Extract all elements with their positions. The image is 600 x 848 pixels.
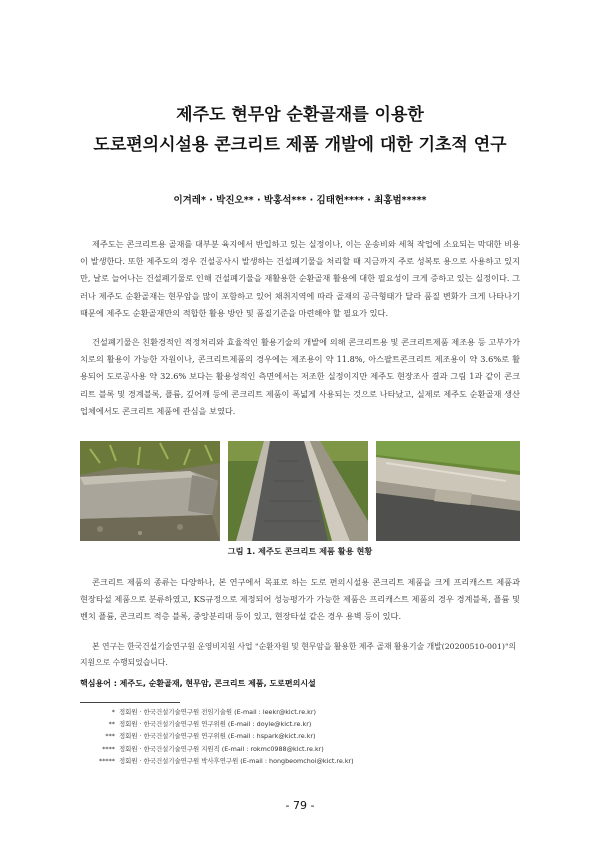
paragraph-1: 제주도는 콘크리트용 골재를 대부분 육지에서 반입하고 있는 실정이나, 이는 운송비와 세척 작업에 소요되는 막대한 비용이 발생한다. 또한 제주도의 경우 건설공사시 발생하는 건설폐기물을 처리할 때 지금까지 주로 성복토 용으로 사용하고 있지만, 날로 늘어나는 건설폐기물로 인해 건설폐기물을 재활용한 순환골재 활용에 대한 필요성이 크게 증하고 있는 실정이다. 그러나 제주도 순환골재는 현무암을 많이 포함하고 있어 채취지역에 따라 골재의 공극형태가 달라 품질 변화가 크게 나타나기 때문에 제주도 순환골재만의 적합한 활용 방안 및 품질기준을 마련해야 할 필요가 있다. bbox=[80, 239, 520, 318]
figure-1 bbox=[80, 441, 520, 541]
figure-caption: 그림 1. 제주도 콘크리트 제품 활용 현황 bbox=[227, 546, 373, 556]
page-number: - 79 - bbox=[285, 799, 315, 812]
footnote-item bbox=[80, 730, 520, 742]
title-line-2: 도로편의시설용 콘크리트 제품 개발에 대한 기초적 연구 bbox=[93, 135, 507, 155]
paragraph-3: 콘크리트 제품의 종류는 다양하나, 본 연구에서 목표로 하는 도로 편의시설용 콘크리트 제품을 크게 프리캐스트 제품과 현장타설 제품으로 분류하였고, KS규정으로 제정되어 성능평가가 가능한 제품은 프리캐스트 제품의 경우 경계블록, 플륨 및 벤치 플륨, 콘크리트 적층 블록, 중앙분리대 등이 있고, 현장타설 같은 경우 용벽 등이 있다. bbox=[80, 577, 520, 622]
footnote-text: 정회원 · 한국건설기술연구원 연구위원 (E-mail : doyle@kict.re.kr) bbox=[119, 720, 312, 729]
footnote-mark: ***** bbox=[99, 756, 115, 765]
photo-road-curb-channel bbox=[228, 441, 368, 541]
footnote-mark: *** bbox=[105, 732, 115, 741]
footnote-mark: **** bbox=[102, 744, 115, 753]
photo-concrete-block bbox=[80, 441, 220, 541]
footnote-divider bbox=[80, 702, 180, 703]
acknowledgement: 본 연구는 한국건설기술연구원 운영비지원 사업 "순환자원 및 현무암을 활용한 제주 골재 활용기술 개발(20200510-001)"의 지원으로 수행되었습니다. bbox=[80, 642, 517, 667]
paper-title bbox=[0, 100, 600, 160]
footnote-text: 정회원 · 한국건설기술연구원 박사후연구원 (E-mail : hongbeomchoi@kict.re.kr) bbox=[119, 756, 354, 765]
footnote-item bbox=[80, 706, 520, 718]
paragraph-2: 건설폐기물은 친환경적인 적정처리와 효율적인 활용기술의 개발에 의해 콘크리트용 및 콘크리트제품 제조용 등 고부가가치로의 활용이 가능한 자원이나, 콘크리트제품의 경우에는 제조용이 약 11.8%, 아스팔트콘크리트 제조용이 약 3.6%로 활용되어 도로공사용 약 32.6% 보다는 활용성적인 측면에서는 저조한 실정이지만 제주도 현장조사 결과 그림 1과 같이 콘크리트 블록 및 경계블록, 플륨, 깊어깨 등에 콘크리트 제품이 폭넓게 사용되는 것으로 나타났고, 실제로 제주도 순환골재 생산 업체에서도 콘크리트 제품에 관심을 보였다. bbox=[80, 337, 520, 416]
photo-concrete-flume bbox=[376, 441, 520, 541]
footnote-item bbox=[80, 755, 520, 767]
keywords: 핵심용어 : 제주도, 순환골재, 현무암, 콘크리트 제품, 도로편의시설 bbox=[80, 679, 316, 688]
footnote-text: 정회원 · 한국건설기술연구원 연구위원 (E-mail : hspark@kict.re.kr) bbox=[119, 732, 316, 741]
footnote-item bbox=[80, 743, 520, 755]
footnote-mark: * bbox=[111, 708, 115, 716]
footnote-item bbox=[80, 718, 520, 730]
footnote-list bbox=[80, 706, 520, 767]
footnote-mark: ** bbox=[108, 720, 115, 729]
footnote-text: 정회원 · 한국건설기술연구원 지원직 (E-mail : rokmc0988@kict.re.kr) bbox=[119, 744, 324, 753]
author-list: 이겨레* · 박진오** · 박홍석*** · 김태헌**** · 최홍범***** bbox=[173, 195, 427, 206]
title-line-1: 제주도 현무암 순환골재를 이용한 bbox=[176, 105, 424, 125]
footnote-text: 정회원 · 한국건설기술연구원 전임기술원 (E-mail : leekr@kict.re.kr) bbox=[119, 708, 317, 716]
